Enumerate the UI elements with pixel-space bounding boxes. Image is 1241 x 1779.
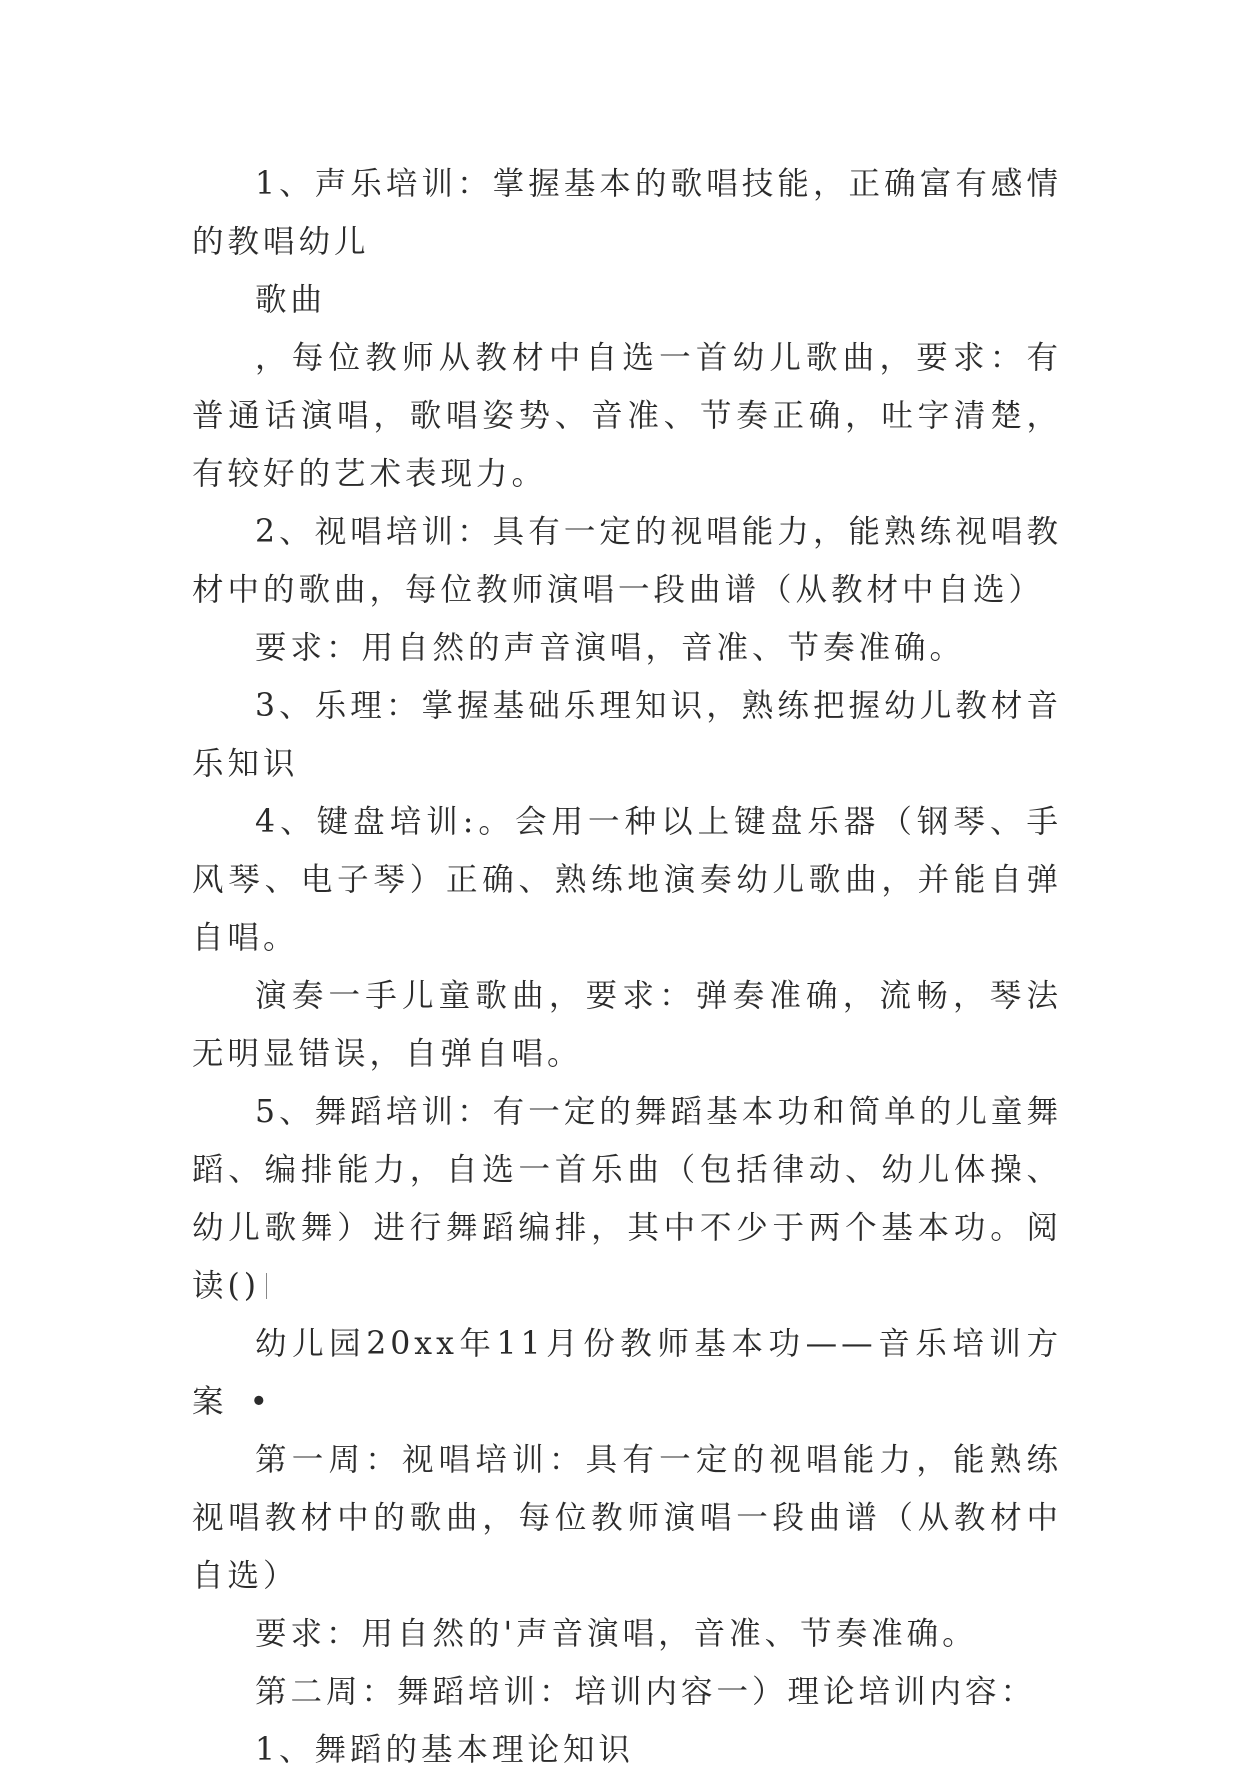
paragraph-dance-training (192, 1083, 1062, 1315)
dance-training-text: 5、舞蹈培训：有一定的舞蹈基本功和简单的儿童舞蹈、编排能力，自选一首乐曲（包括律动、幼儿体操、幼儿歌舞）进行舞蹈编排，其中不少于两个基本功。阅读() (192, 1094, 1062, 1304)
paragraph-song-requirements: ，每位教师从教材中自选一首幼儿歌曲，要求：有普通话演唱，歌唱姿势、音准、节奏正确，吐字清楚，有较好的艺术表现力。 (192, 340, 1062, 492)
paragraph-songs: 歌曲 (255, 282, 327, 318)
plan-title-text: 幼儿园20xx年11月份教师基本功——音乐培训方案 (192, 1326, 1062, 1420)
paragraph-sight-singing-requirements: 要求：用自然的声音演唱，音准、节奏准确。 (255, 630, 966, 666)
paragraph-week-two: 第二周：舞蹈培训：培训内容一）理论培训内容： (255, 1674, 1037, 1710)
paragraph-week-one: 第一周：视唱培训：具有一定的视唱能力，能熟练视唱教材中的歌曲，每位教师演唱一段曲谱（从教材中自选） (192, 1442, 1062, 1594)
paragraph-plan-title (192, 1315, 1062, 1431)
paragraph-keyboard-training: 4、键盘培训:。会用一种以上键盘乐器（钢琴、手风琴、电子琴）正确、熟练地演奏幼儿歌曲，并能自弹自唱。 (192, 804, 1062, 956)
paragraph-vocal-training: 1、声乐培训：掌握基本的歌唱技能，正确富有感情的教唱幼儿 (192, 166, 1062, 260)
document-body (192, 155, 1062, 1779)
paragraph-music-theory: 3、乐理：掌握基础乐理知识，熟练把握幼儿教材音乐知识 (192, 688, 1062, 782)
cursor-divider (266, 1273, 267, 1299)
paragraph-week-one-requirements: 要求：用自然的'声音演唱，音准、节奏准确。 (255, 1616, 978, 1652)
paragraph-keyboard-requirements: 演奏一手儿童歌曲，要求：弹奏准确，流畅，琴法无明显错误，自弹自唱。 (192, 978, 1062, 1072)
bullet-icon: • (249, 1384, 269, 1420)
paragraph-dance-theory: 1、舞蹈的基本理论知识 (255, 1732, 635, 1768)
paragraph-sight-singing: 2、视唱培训：具有一定的视唱能力，能熟练视唱教材中的歌曲，每位教师演唱一段曲谱（从教材中自选） (192, 514, 1062, 608)
